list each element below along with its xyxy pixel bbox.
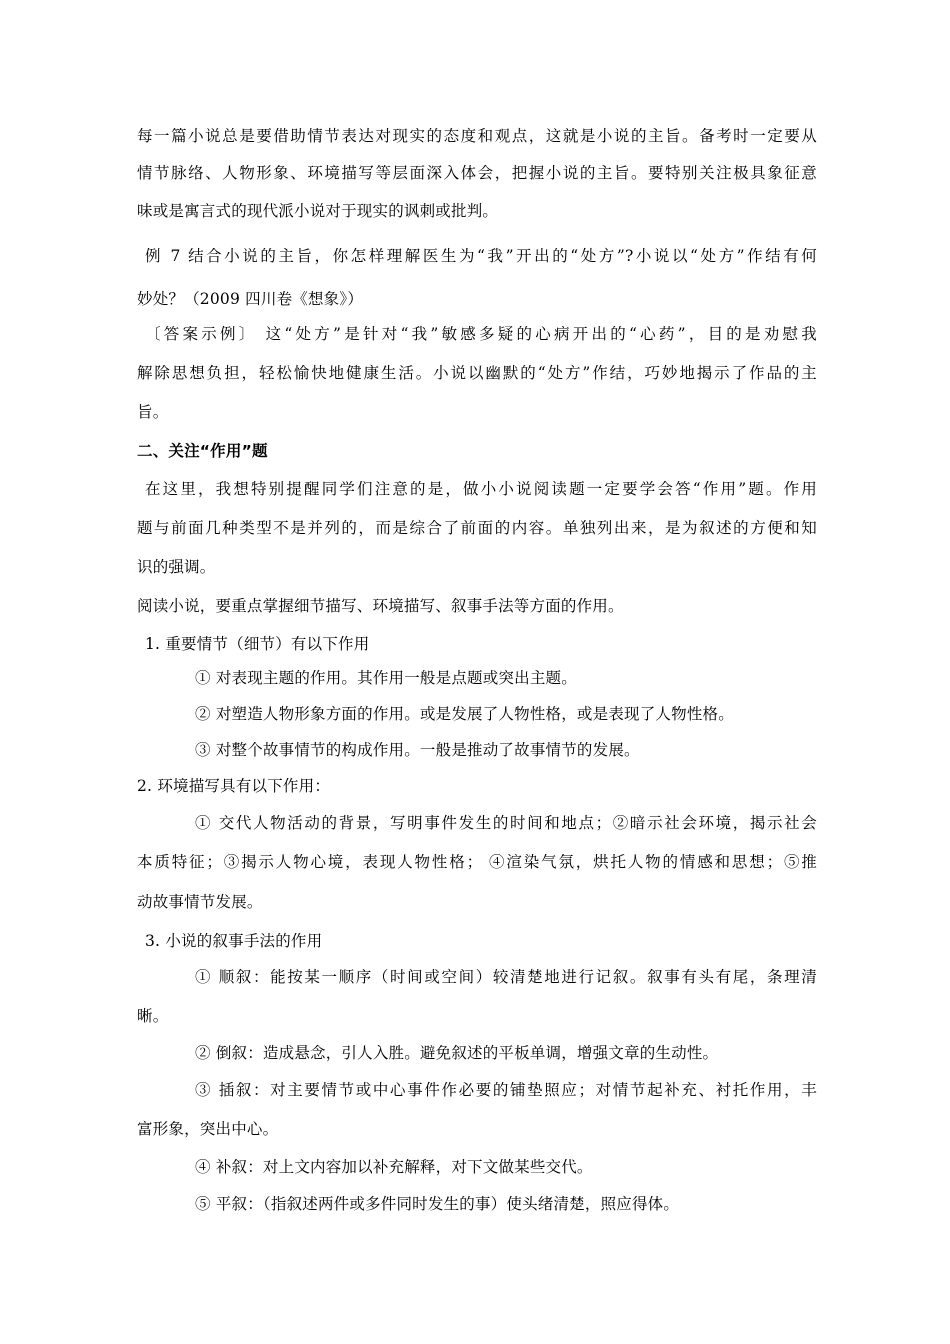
list-item: ① 顺叙：能按某一顺序（时间或空间）较清楚地进行记叙。叙事有头有尾，条理清 <box>195 968 817 986</box>
paragraph-line: 识的强调。 <box>137 558 216 576</box>
list-item: ③ 对整个故事情节的构成作用。一般是推动了故事情节的发展。 <box>195 741 640 759</box>
list-item: 动故事情节发展。 <box>137 893 263 911</box>
list-item: 晰。 <box>137 1007 169 1025</box>
paragraph-line: 解除思想负担，轻松愉快地健康生活。小说以幽默的“处方”作结，巧妙地揭示了作品的主 <box>137 364 817 382</box>
paragraph-line: 阅读小说，要重点掌握细节描写、环境描写、叙事手法等方面的作用。 <box>137 597 624 615</box>
paragraph-line: 情节脉络、人物形象、环境描写等层面深入体会，把握小说的主旨。要特别关注极具象征意 <box>137 164 817 182</box>
list-item: ① 交代人物活动的背景，写明事件发生的时间和地点；②暗示社会环境，揭示社会 <box>195 814 817 832</box>
list-item: 本质特征；③揭示人物心境，表现人物性格； ④渲染气氛，烘托人物的情感和思想；⑤推 <box>137 853 817 871</box>
list-heading: 3. 小说的叙事手法的作用 <box>145 932 323 950</box>
example-source: 妙处？（2009 四川卷《想象》） <box>137 290 364 308</box>
paragraph-line: 每一篇小说总是要借助情节表达对现实的态度和观点，这就是小说的主旨。备考时一定要从 <box>137 127 817 145</box>
example-question: 例 7 结合小说的主旨，你怎样理解医生为“我”开出的“处方”?小说以“处方”作结有何 <box>145 247 817 265</box>
paragraph-line: 在这里，我想特别提醒同学们注意的是，做小小说阅读题一定要学会答“作用”题。作用 <box>145 480 817 498</box>
paragraph-line: 味或是寓言式的现代派小说对于现实的讽刺或批判。 <box>137 202 499 220</box>
answer-example: 〔答案示例〕 这“处方”是针对“我”敏感多疑的心病开出的“心药”，目的是劝慰我 <box>145 325 817 343</box>
list-item: ① 对表现主题的作用。其作用一般是点题或突出主题。 <box>195 669 577 687</box>
list-item: ④ 补叙：对上文内容加以补充解释，对下文做某些交代。 <box>195 1158 593 1176</box>
paragraph-line: 题与前面几种类型不是并列的，而是综合了前面的内容。单独列出来，是为叙述的方便和知 <box>137 519 817 537</box>
section-heading: 二、关注“作用”题 <box>137 442 268 460</box>
list-heading: 1. 重要情节（细节）有以下作用 <box>145 635 370 653</box>
list-item: ⑤ 平叙：（指叙述两件或多件同时发生的事）使头绪清楚，照应得体。 <box>195 1195 680 1213</box>
list-item: ③ 插叙：对主要情节或中心事件作必要的铺垫照应；对情节起补充、衬托作用，丰 <box>195 1081 817 1099</box>
list-item: ② 对塑造人物形象方面的作用。或是发展了人物性格，或是表现了人物性格。 <box>195 705 734 723</box>
list-item: 富形象，突出中心。 <box>137 1120 279 1138</box>
list-heading: 2. 环境描写具有以下作用： <box>137 777 331 795</box>
list-item: ② 倒叙：造成悬念，引人入胜。避免叙述的平板单调，增强文章的生动性。 <box>195 1044 719 1062</box>
paragraph-line: 旨。 <box>137 403 169 421</box>
